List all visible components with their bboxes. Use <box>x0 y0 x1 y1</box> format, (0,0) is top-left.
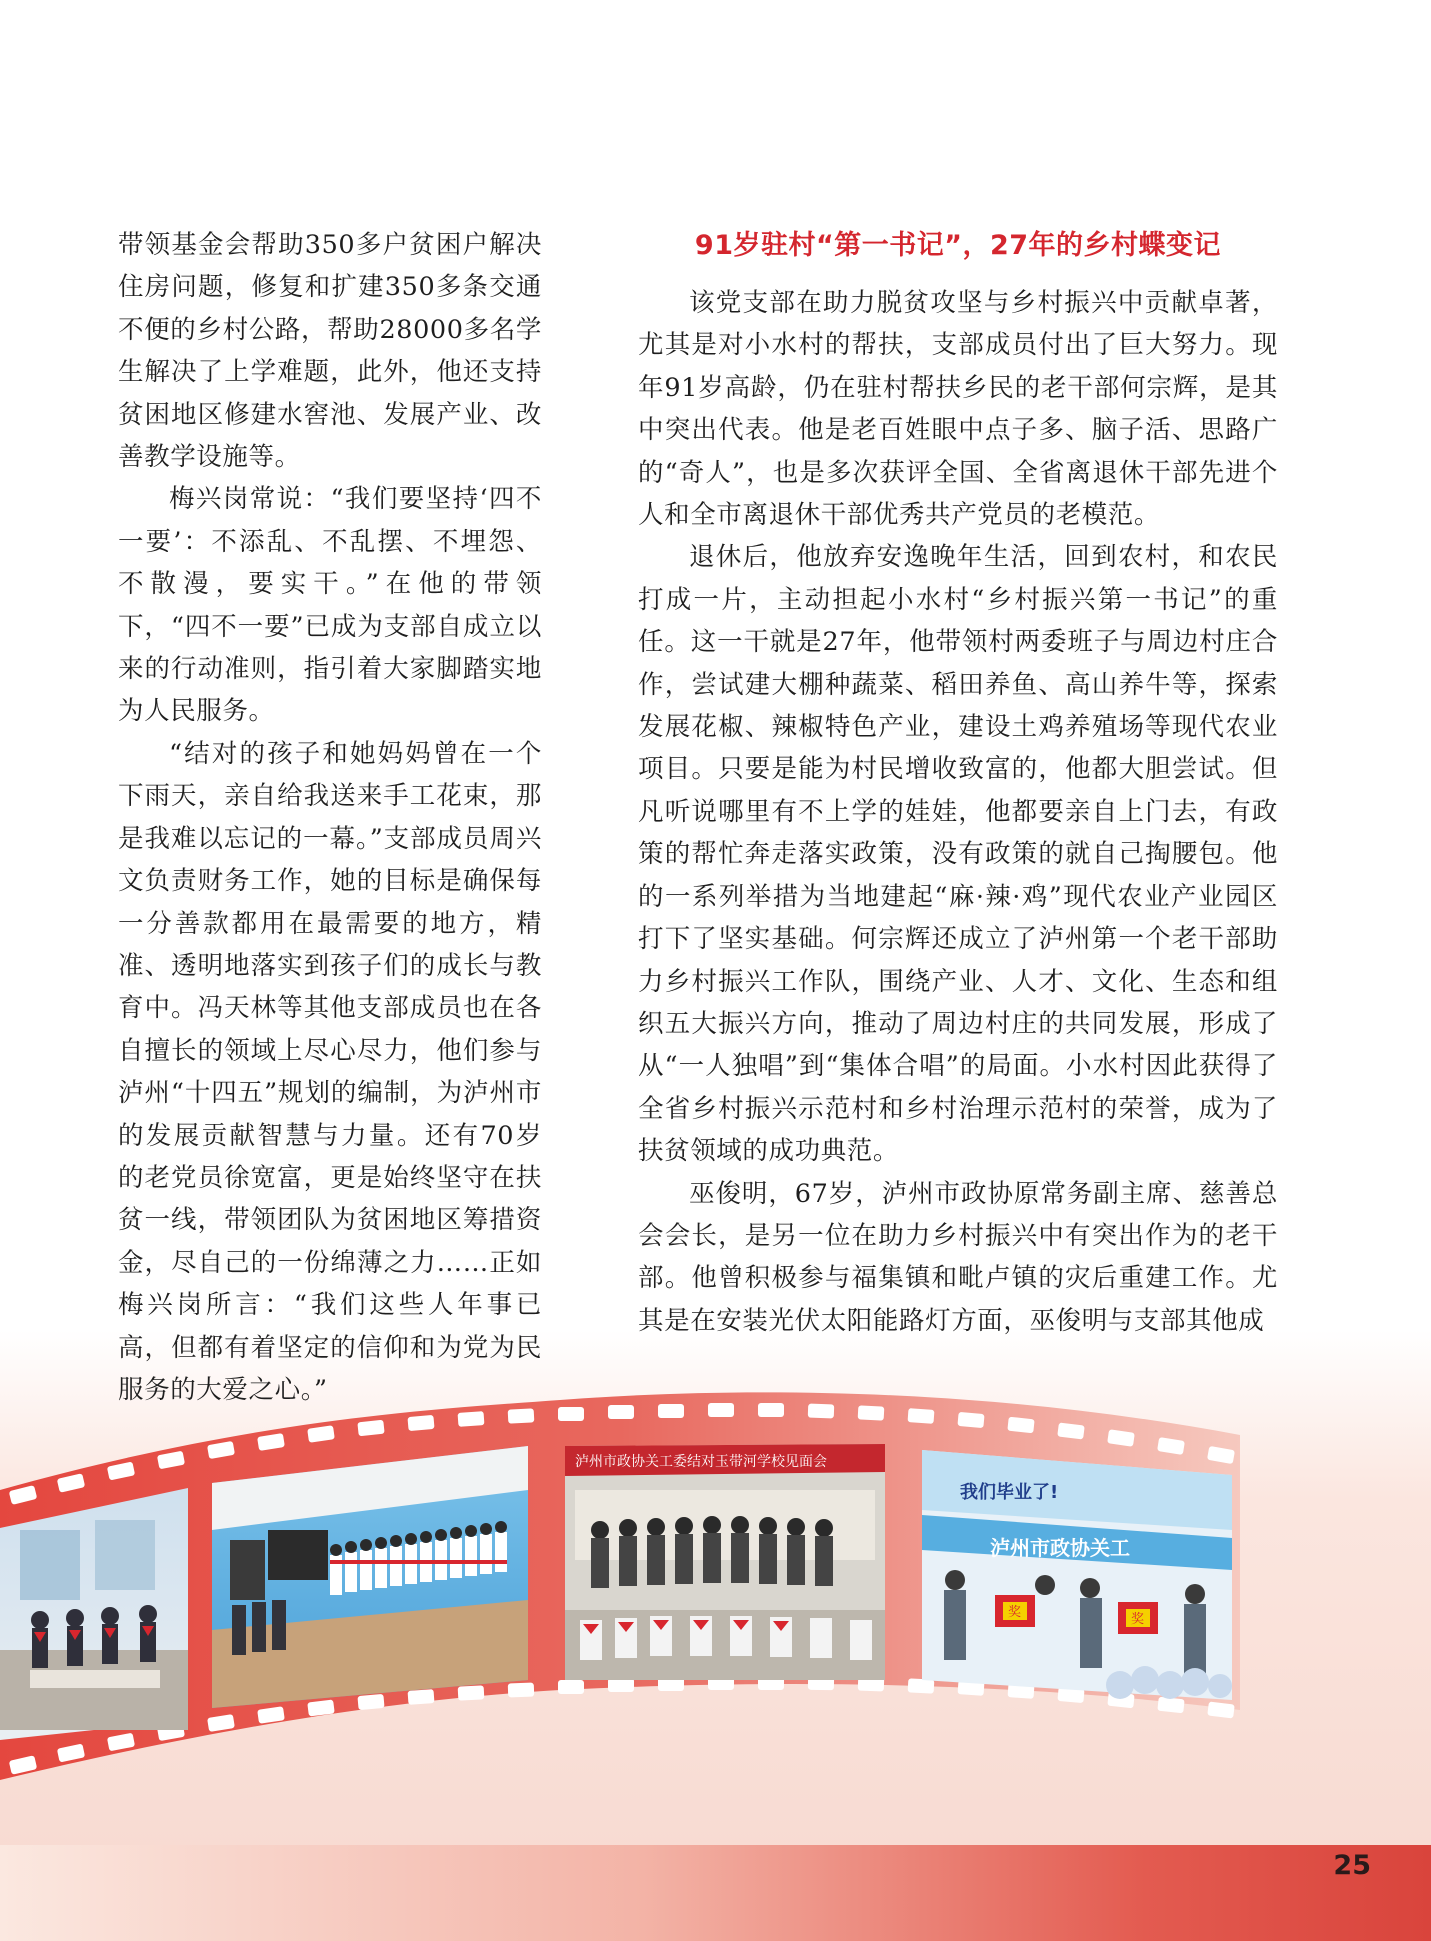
paragraph-right-3: 巫俊明，67岁，泸州市政协原常务副主席、慈善总会会长，是另一位在助力乡村振兴中有突出作为的老干部。他曾积极参与福集镇和毗卢镇的灾后重建工作。尤其是在安装光伏太阳能路灯方面，巫俊明与支部其他成 <box>638 1178 1278 1336</box>
photo-graduation <box>922 1450 1232 1700</box>
photo-school-hall <box>212 1446 528 1708</box>
paragraph-right-2: 退休后，他放弃安逸晚年生活，回到农村，和农民打成一片，主动担起小水村“乡村振兴第一书记”的重任。这一干就是27年，他带领村两委班子与周边村庄合作，尝试建大棚种蔬菜、稻田养鱼、高山养牛等，探索发展花椒、辣椒特色产业，建设土鸡养殖场等现代农业项目。只要是能为村民增收致富的，他都大胆尝试。但凡听说哪里有不上学的娃娃，他都要亲自上门去，有政策的帮忙奔走落实政策，没有政策的就自己掏腰包。他的一系列举措为当地建起“麻·辣·鸡”现代农业产业园区打下了坚实基础。何宗辉还成立了泸州第一个老干部助力乡村振兴工作队，围绕产业、人才、文化、生态和组织五大振兴方向，推动了周边村庄的共同发展，形成了从“一人独唱”到“集体合唱”的局面。小水村因此获得了全省乡村振兴示范村和乡村治理示范村的荣誉，成为了扶贫领域的成功典范。 <box>638 542 1278 1167</box>
paragraph-left-1: 带领基金会帮助350多户贫困户解决住房问题，修复和扩建350多条交通不便的乡村公路，帮助28000多名学生解决了上学难题，此外，他还支持贫困地区修建水窖池、发展产业、改善教学设施等。 <box>118 230 542 473</box>
right-column <box>638 224 1278 1342</box>
paragraph-left-2: 梅兴岗常说：“我们要坚持‘四不一要’：不添乱、不乱摆、不埋怨、不散漫，要实干。”在他的带领下，“四不一要”已成为支部自成立以来的行动准则，指引着大家脚踏实地为人民服务。 <box>118 484 542 727</box>
photo-meeting <box>565 1444 885 1680</box>
photo4-banner-text: 我们毕业了! <box>960 1482 1059 1503</box>
paragraph-left-3: “结对的孩子和她妈妈曾在一个下雨天，亲自给我送来手工花束，那是我难以忘记的一幕。”支部成员周兴文负责财务工作，她的目标是确保每一分善款都用在最需要的地方，精准、透明地落实到孩子们的成长与教育中。冯天林等其他支部成员也在各自擅长的领域上尽心尽力，他们参与泸州“十四五”规划的编制，为泸州市的发展贡献智慧与力量。还有70岁的老党员徐宽富，更是始终坚守在扶贫一线，带领团队为贫困地区筹措资金，尽自己的一份绵薄之力……正如梅兴岗所言：“我们这些人年事已高，但都有着坚定的信仰和为党为民服务的大爱之心。” <box>118 738 542 1405</box>
photo-classroom <box>0 1488 188 1740</box>
award-text-1: 奖 <box>1008 1605 1022 1620</box>
photo4-sign-text: 泸州市政协关工 <box>990 1536 1130 1560</box>
photo3-banner-text: 泸州市政协关工委结对玉带河学校见面会 <box>575 1454 827 1470</box>
paragraph-right-1: 该党支部在助力脱贫攻坚与乡村振兴中贡献卓著，尤其是对小水村的帮扶，支部成员付出了巨大努力。现年91岁高龄，仍在驻村帮扶乡民的老干部何宗辉，是其中突出代表。他是老百姓眼中点子多、脑子活、思路广的“奇人”，也是多次获评全国、全省离退休干部先进个人和全市离退休干部优秀共产党员的老模范。 <box>638 288 1278 531</box>
page-number: 25 <box>1333 1850 1371 1881</box>
award-text-2: 奖 <box>1131 1612 1145 1627</box>
film-strip <box>0 1380 1431 1840</box>
left-column <box>118 224 542 1411</box>
section-title: 91岁驻村“第一书记”，27年的乡村蝶变记 <box>694 230 1222 261</box>
footer-bar <box>0 1845 1431 1941</box>
